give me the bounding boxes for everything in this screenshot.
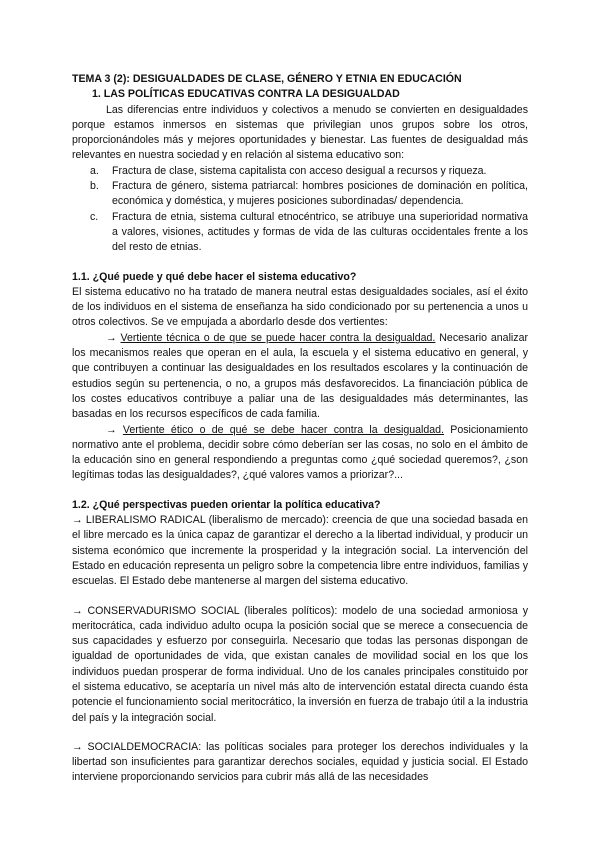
section-1-2-heading: 1.2. ¿Qué perspectivas pueden orientar la política educativa? xyxy=(72,498,381,511)
spacer xyxy=(72,726,528,740)
technical-aspect-paragraph xyxy=(72,331,528,423)
list-marker: a. xyxy=(90,164,99,177)
ethical-aspect-label: Vertiente ético o de qué se debe hacer contra la desigualdad. xyxy=(122,423,444,436)
list-item xyxy=(90,210,528,256)
section-1-intro: Las diferencias entre individuos y colectivos a menudo se convierten en desigualdades porque estamos inmersos en sistemas que privilegian unos grupos sobre los otros, proporcionándoles más y mejores oportunidades y bienestar. Las fuentes de desigualdad más relevantes en nuestra sociedad y en relación al sistema educativo son: xyxy=(72,103,528,162)
section-1-heading: 1. LAS POLÍTICAS EDUCATIVAS CONTRA LA DESIGUALDAD xyxy=(92,88,400,101)
section-1-1-intro: El sistema educativo no ha tratado de manera neutral estas desigualdades sociales, así el éxito de los individuos en el sistema de enseñanza ha sido condicionado por su pertenencia a unos u otros colectivos. Se ve empujada a abordarlo desde dos vertientes: xyxy=(72,285,528,329)
social-democracy-paragraph: → SOCIALDEMOCRACIA: las políticas sociales para proteger los derechos individuales y la libertad son insuficientes para garantizar derechos sociales, equidad y justicia social. El Estado interviene proporcionando servicios para cubrir más allá de las necesidades xyxy=(72,740,528,784)
technical-aspect-label: Vertiente técnica o de que se puede hacer contra la desigualdad. xyxy=(120,331,436,344)
list-marker: b. xyxy=(90,180,99,193)
technical-aspect-text: Necesario analizar los mecanismos reales que operan en el aula, la escuela y el sistema educativo en general, y que contribuyen a continuar las desigualdades en los resultados escolares y la continuación de estudios según su pertenencia, o no, a grupos más desfavorecidos. La financiación pública de los costes educativos contribuye a paliar una de las desigualdades más determinantes, las basadas en los recursos específicos de cada familia. xyxy=(72,331,528,421)
spacer xyxy=(72,590,528,604)
inequality-sources-list xyxy=(72,164,528,256)
list-item-text: Fractura de clase, sistema capitalista con acceso desigual a recursos y riqueza. xyxy=(112,164,487,177)
ethical-aspect-paragraph xyxy=(72,423,528,484)
spacer xyxy=(72,256,528,270)
list-item xyxy=(90,164,528,179)
conservatism-paragraph: → CONSERVADURISMO SOCIAL (liberales políticos): modelo de una sociedad armoniosa y meritocrática, cada individuo adulto ocupa la posición social que se merece a consecuencia de sus capacidades y esfuerzo por conseguirla. Necesario que todas las personas dispongan de igualdad de oportunidades de vida, que existan canales de movilidad social en los que los individuos puedan prosperar de forma individual. Uno de los canales principales constituido por el sistema educativo, se aceptaría un nivel más alto de intervención estatal directa cuando ésta potencie el funcionamiento social meritocrático, la inversión en fuerza de trabajo útil a la industria del país y la integración social. xyxy=(72,604,528,724)
spacer xyxy=(72,484,528,498)
arrow-glyph: → xyxy=(106,331,121,344)
section-1-1-heading: 1.1. ¿Qué puede y qué debe hacer el sistema educativo? xyxy=(72,270,357,283)
list-marker: c. xyxy=(90,210,99,223)
arrow-glyph: → xyxy=(106,423,123,436)
liberalism-paragraph: → LIBERALISMO RADICAL (liberalismo de mercado): creencia de que una sociedad basada en el libre mercado es la única capaz de garantizar el derecho a la libertad individual, y producir un sistema económico que incremente la prosperidad y la integración social. La intervención del Estado en educación representa un peligro sobre la competencia libre entre individuos, familias y escuelas. El Estado debe mantenerse al margen del sistema educativo. xyxy=(72,514,528,588)
list-item xyxy=(90,179,528,210)
document-title: TEMA 3 (2): DESIGUALDADES DE CLASE, GÉNERO Y ETNIA EN EDUCACIÓN xyxy=(72,73,462,85)
list-item-text: Fractura de género, sistema patriarcal: hombres posiciones de dominación en política, económica y doméstica, y mujeres posiciones subordinadas/ dependencia. xyxy=(112,180,528,208)
ethical-aspect-text: Posicionamiento normativo ante el problema, decidir sobre cómo deberían ser las cosas, no solo en el ámbito de la educación sino en general respondiendo a preguntas como ¿qué sociedad queremos?, ¿son legítimas todas las desigualdades?, ¿qué valores vamos a priorizar?... xyxy=(72,423,528,482)
list-item-text: Fractura de etnia, sistema cultural etnocéntrico, se atribuye una superioridad normativa a valores, visiones, actitudes y formas de vida de las culturas occidentales frente a los del resto de etnias. xyxy=(112,210,528,254)
